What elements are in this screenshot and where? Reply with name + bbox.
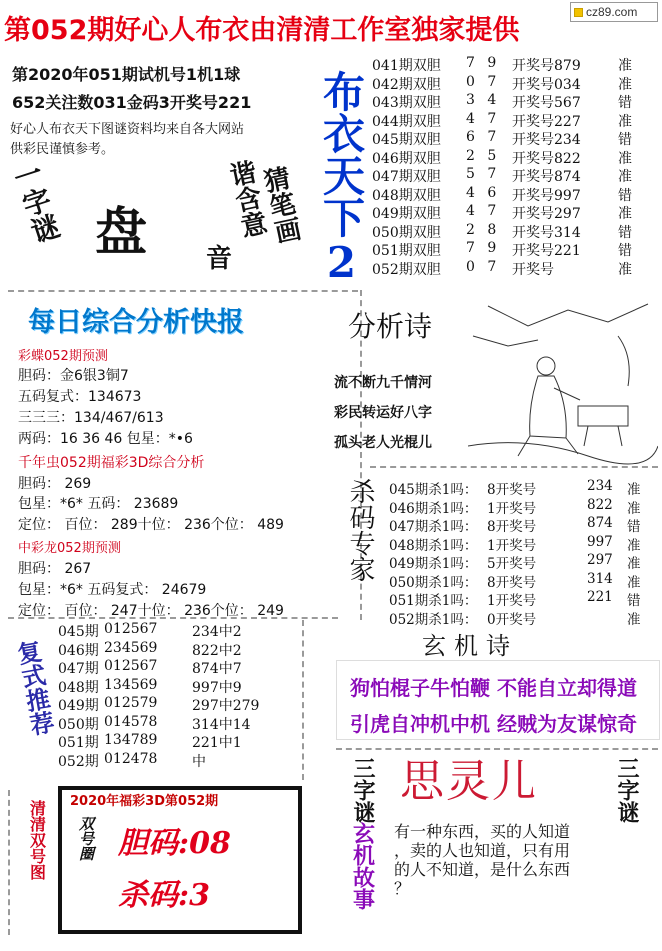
caidie-line-3: 三三三：134/467/613 [18, 410, 164, 426]
caidie-line-4: 两码：16 36 46 包星：*•6 [18, 431, 193, 447]
multi-result: 874中7 [192, 661, 242, 677]
history-draw: 开奖号874 [512, 169, 581, 185]
history-draw: 开奖号314 [512, 224, 581, 241]
kill-number: 221 [587, 589, 613, 605]
multi-row [58, 732, 298, 751]
history-period: 050期双胆 [372, 224, 441, 241]
history-row [372, 55, 660, 74]
history-draw: 开奖号227 [512, 113, 581, 130]
history-period: 052期双胆 [372, 261, 441, 278]
history-period: 041期双胆 [372, 58, 441, 74]
kill-number [587, 608, 627, 627]
multi-period: 047期 [58, 661, 99, 677]
multi-result: 中 [192, 753, 206, 770]
history-period: 049期双胆 [372, 206, 441, 222]
kill-row [389, 589, 661, 608]
kill-period: 047期杀1吗： [389, 519, 478, 535]
history-row [372, 166, 660, 185]
kill-number: 874 [587, 515, 613, 531]
history-result: 准 [618, 169, 632, 185]
history-result: 错 [618, 243, 632, 259]
story-text [394, 822, 570, 898]
story-label-text: 玄机故事 [349, 822, 375, 910]
kill-result: 准 [627, 482, 641, 498]
watermark-text: cz89.com [586, 5, 638, 19]
multi-result: 221中1 [192, 735, 242, 751]
history-period: 044期双胆 [372, 113, 441, 130]
history-row [372, 185, 660, 204]
history-result: 错 [618, 187, 632, 204]
kill-table [389, 478, 661, 626]
history-row [372, 74, 660, 93]
history-pair: 5 7 [466, 166, 501, 182]
poem-line-1: 流不断九千情河 [334, 375, 432, 391]
history-draw: 开奖号221 [512, 243, 581, 259]
history-row [372, 148, 660, 167]
multi-label-text: 复式推荐 [11, 638, 57, 738]
history-result: 准 [618, 113, 632, 130]
zhongcai-line-3: 定位： 百位： 247十位： 236个位： 249 [18, 603, 284, 619]
history-pair: 6 7 [466, 129, 501, 145]
double-number-side-text: 双号圈 [77, 816, 95, 861]
qiannian-line-3: 定位： 百位： 289十位： 236个位： 489 [18, 517, 284, 533]
brand-text: 布衣天下2 [317, 70, 366, 287]
dan-code: 胆码:08 [118, 826, 231, 861]
kill-draw-label: 1开奖号 [487, 593, 537, 609]
history-pair: 4 7 [466, 110, 501, 127]
poem-line-3: 孤头老人光棍儿 [334, 435, 432, 451]
multi-combo: 012478 [104, 750, 158, 767]
history-row [372, 222, 660, 241]
multi-row [58, 695, 298, 714]
multi-row [58, 621, 298, 640]
history-draw: 开奖号822 [512, 150, 581, 167]
qiannian-head: 千年虫052期福彩3D综合分析 [18, 455, 205, 471]
multi-result: 297中279 [192, 698, 260, 714]
kill-period: 050期杀1吗： [389, 574, 478, 591]
kill-number: 822 [587, 496, 613, 513]
history-pair: 0 7 [466, 258, 501, 275]
history-draw: 开奖号034 [512, 76, 581, 93]
sanzi-left-text: 三字谜 [350, 757, 375, 823]
multi-row [58, 714, 298, 733]
history-result: 准 [618, 206, 632, 222]
history-pair: 4 7 [466, 203, 501, 219]
zhongcai-line-2: 包星：*6* 五码复式： 24679 [18, 582, 207, 598]
kill-expert-label [338, 478, 382, 591]
riddle-col-2: 谐含意 [223, 157, 269, 241]
kill-number: 234 [587, 478, 613, 494]
kill-period: 045期杀1吗： [389, 482, 478, 498]
caidie-line-2: 五码复式：134673 [18, 389, 142, 405]
multi-combo: 012579 [104, 695, 158, 711]
history-pair: 7 9 [466, 55, 501, 71]
multi-result: 997中9 [192, 679, 242, 696]
kill-draw-label: 1开奖号 [487, 537, 537, 554]
kill-period: 048期杀1吗： [389, 537, 478, 554]
xuanji-title: 玄机诗 [422, 632, 518, 660]
multi-row [58, 640, 298, 659]
history-period: 042期双胆 [372, 76, 441, 93]
multi-period: 045期 [58, 624, 99, 640]
story-line-3: 的人不知道，是什么东西 [394, 860, 571, 879]
history-period: 051期双胆 [372, 243, 441, 259]
kill-result: 错 [627, 593, 641, 609]
history-pair: 4 6 [466, 184, 501, 201]
sanzi-right [604, 754, 648, 832]
kill-row [389, 515, 661, 534]
history-result: 准 [618, 261, 632, 278]
history-result: 错 [618, 95, 632, 111]
history-row [372, 203, 660, 222]
riddle-answer: 思灵儿 [400, 756, 538, 807]
qiannian-line-1: 胆码： 269 [18, 476, 92, 492]
history-result: 错 [618, 224, 632, 241]
kill-row [389, 608, 661, 627]
history-period: 045期双胆 [372, 132, 441, 148]
divider [8, 290, 358, 292]
history-row [372, 240, 660, 259]
multi-label [5, 637, 62, 745]
kill-row [389, 478, 661, 497]
multi-combo: 012567 [104, 621, 158, 637]
zhongcai-head: 中彩龙052期预测 [18, 541, 121, 556]
xuanji-line-1: 狗怕棍子牛怕鞭 不能自立却得道 [350, 676, 637, 700]
story-line-2: ，卖的人也知道，只有用 [394, 841, 571, 860]
sanzi-right-text: 三字谜 [614, 757, 639, 823]
kill-number: 297 [587, 552, 613, 568]
history-period: 046期双胆 [372, 150, 441, 167]
kill-row [389, 534, 661, 553]
history-pair: 7 9 [466, 240, 501, 256]
kill-result: 准 [627, 574, 641, 591]
kill-result: 准 [627, 537, 641, 554]
multi-combo: 134789 [104, 732, 158, 748]
history-draw: 开奖号567 [512, 95, 581, 111]
multi-combo: 012567 [104, 658, 158, 674]
qiannian-line-2: 包星：*6* 五码： 23689 [18, 496, 179, 512]
history-period: 043期双胆 [372, 95, 441, 111]
daily-report-title: 每日综合分析快报 [28, 307, 244, 338]
kill-row [389, 571, 661, 590]
kill-period: 051期杀1吗： [389, 593, 478, 609]
double-number-side [74, 816, 98, 867]
kill-result: 准 [627, 611, 641, 628]
history-pair: 0 7 [466, 73, 501, 90]
multi-period: 048期 [58, 679, 99, 696]
kill-row [389, 497, 661, 516]
multi-result: 314中14 [192, 716, 251, 733]
riddle-character: 盘 [95, 203, 148, 263]
history-table [372, 55, 660, 277]
history-period: 047期双胆 [372, 169, 441, 185]
issue-line-2: 652关注数031金码3开奖号221 [12, 93, 252, 112]
kill-result: 准 [627, 500, 641, 517]
kill-code: 杀码:3 [118, 878, 210, 913]
qq-label [26, 800, 48, 884]
multi-period: 050期 [58, 716, 99, 733]
history-row [372, 92, 660, 111]
history-result: 准 [618, 58, 632, 74]
history-pair: 3 4 [466, 92, 501, 108]
kill-row [389, 552, 661, 571]
kill-result: 准 [627, 556, 641, 572]
multi-combo: 234569 [104, 639, 158, 656]
multi-combo: 134569 [104, 676, 158, 693]
multi-result: 234中2 [192, 624, 242, 640]
divider [370, 466, 658, 468]
multi-period: 046期 [58, 642, 99, 659]
kill-result: 错 [627, 519, 641, 535]
history-row [372, 111, 660, 130]
history-row [372, 129, 660, 148]
caidie-head: 彩蝶052期预测 [18, 349, 108, 364]
history-pair: 2 5 [466, 147, 501, 164]
multi-period: 051期 [58, 735, 99, 751]
story-line-1: 有一种东西，买的人知道 [394, 822, 571, 841]
issue-line-1: 第2020年051期试机号1机1球 [12, 65, 241, 84]
divider [302, 620, 304, 780]
sanzi-left [340, 754, 384, 832]
riddle-col-3: 音 [206, 244, 233, 274]
issue-note-2: 供彩民谨慎参考。 [10, 142, 115, 157]
issue-note-1: 好心人布衣天下图谜资料均来自各大网站 [10, 122, 245, 137]
kill-expert-text: 杀码专家 [345, 478, 375, 582]
multi-row [58, 751, 298, 770]
qq-label-text: 清清双号图 [27, 800, 47, 880]
poem-title: 分析诗 [348, 310, 433, 343]
page-title: 第052期好心人布衣由清清工作室独家提供 [4, 15, 520, 46]
double-number-head: 2020年福彩3D第052期 [70, 794, 219, 809]
zhongcai-line-1: 胆码： 267 [18, 561, 92, 577]
history-period: 048期双胆 [372, 187, 441, 204]
kill-period: 052期杀1吗： [389, 611, 478, 628]
kill-draw-label: 1开奖号 [487, 500, 537, 517]
history-pair: 2 8 [466, 221, 501, 238]
history-result: 准 [618, 150, 632, 167]
history-draw: 开奖号234 [512, 132, 581, 148]
history-draw: 开奖号879 [512, 58, 581, 74]
brand-vertical [318, 70, 364, 294]
multi-combo: 014578 [104, 713, 158, 730]
kill-draw-label: 8开奖号 [487, 574, 537, 591]
multi-period: 049期 [58, 698, 99, 714]
xuanji-line-2: 引虎自冲机中机 经贼为友谋惊奇 [350, 712, 637, 736]
caidie-line-1: 胆码：金6银3铜7 [18, 368, 129, 384]
multi-result: 822中2 [192, 642, 242, 659]
divider [8, 790, 10, 935]
kill-period: 049期杀1吗： [389, 556, 478, 572]
kill-draw-label: 8开奖号 [487, 482, 537, 498]
history-row [372, 259, 660, 278]
history-result: 错 [618, 132, 632, 148]
poem-line-2: 彩民转运好八字 [334, 405, 432, 421]
history-draw: 开奖号997 [512, 187, 581, 204]
riddle-type-label [1, 155, 71, 256]
kill-number: 314 [587, 570, 613, 587]
story-label [343, 822, 381, 916]
old-man-illustration [468, 296, 658, 466]
riddle-col-1: 猜笔画 [257, 163, 303, 247]
divider [8, 617, 338, 619]
multi-table [58, 621, 298, 769]
history-draw: 开奖号297 [512, 206, 581, 222]
kill-period: 046期杀1吗： [389, 500, 478, 517]
multi-period: 052期 [58, 753, 99, 770]
kill-draw-label: 0开奖号 [487, 611, 537, 628]
riddle-type-text: 一字谜 [6, 156, 64, 248]
story-line-4: ？ [394, 879, 411, 898]
history-draw: 开奖号 [512, 261, 554, 278]
multi-row [58, 677, 298, 696]
kill-draw-label: 8开奖号 [487, 519, 537, 535]
kill-number: 997 [587, 533, 613, 550]
kill-draw-label: 5开奖号 [487, 556, 537, 572]
history-result: 准 [618, 76, 632, 93]
multi-row [58, 658, 298, 677]
